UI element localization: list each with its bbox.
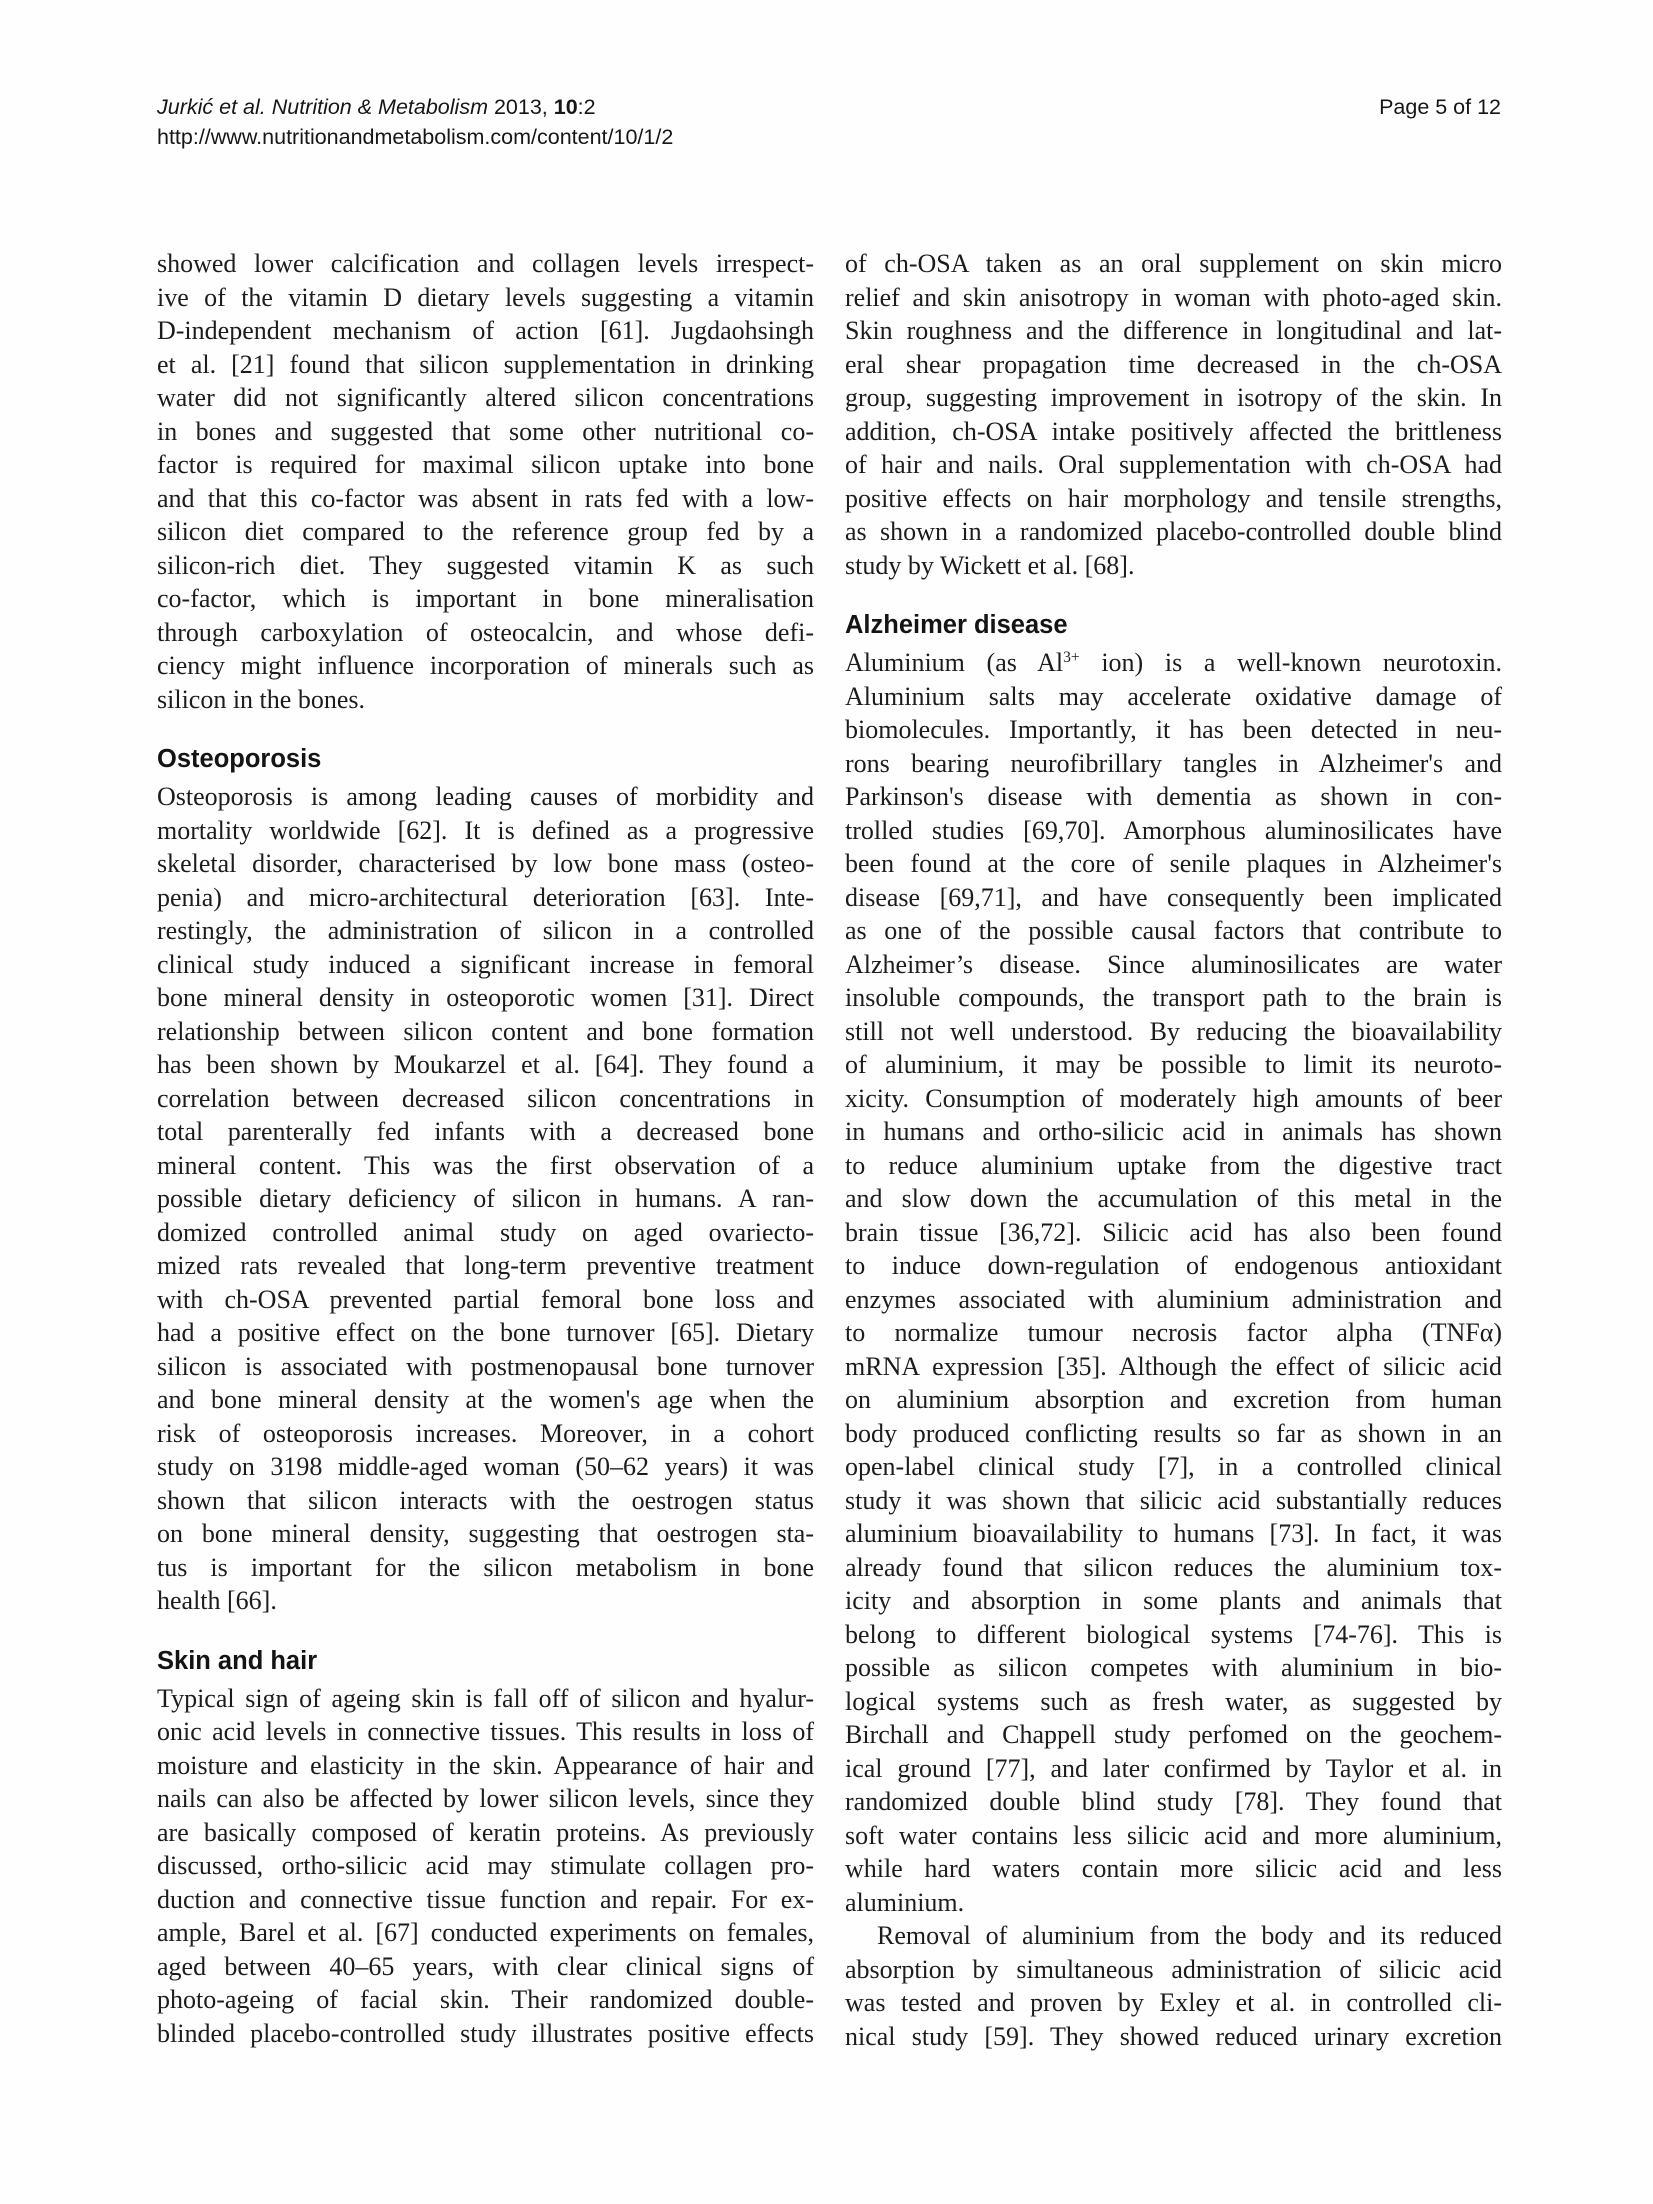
text-line: had a positive effect on the bone turnover [65]. Dietary — [157, 1318, 814, 1347]
text-line: brain tissue [36,72]. Silicic acid has also been found — [845, 1217, 1502, 1247]
text-line: skeletal disorder, characterised by low bone mass (osteo- — [157, 849, 814, 878]
text-line: discussed, ortho-silicic acid may stimulate collagen pro- — [157, 1851, 814, 1880]
text-line: correlation between decreased silicon concentrations in — [157, 1083, 814, 1113]
text-line: randomized double blind study [78]. They found that — [845, 1787, 1502, 1816]
text-line: tus is important for the silicon metabolism in bone — [157, 1552, 814, 1582]
text-line: as one of the possible causal factors that contribute to — [845, 916, 1502, 945]
text-line: mRNA expression [35]. Although the effect of silicic acid — [845, 1351, 1502, 1381]
text-line: study by Wickett et al. [68]. — [845, 550, 1135, 580]
text-line: with ch-OSA prevented partial femoral bone loss and — [157, 1284, 814, 1314]
text-line: as shown in a randomized placebo-controlled double blind — [845, 517, 1502, 546]
text-line: relief and skin anisotropy in woman with photo-aged skin. — [845, 282, 1502, 312]
text-line: to induce down-regulation of endogenous antioxidant — [845, 1251, 1502, 1280]
text-line: soft water contains less silicic acid and more aluminium, — [845, 1820, 1502, 1850]
text-line: aged between 40–65 years, with clear clinical signs of — [157, 1951, 814, 1981]
text-line: still not well understood. By reducing the bioavailability — [845, 1016, 1502, 1046]
page-number: Page 5 of 12 — [1379, 95, 1501, 119]
text-line: aluminium bioavailability to humans [73]. In fact, it was — [845, 1519, 1502, 1548]
text-line: relationship between silicon content and bone formation — [157, 1016, 814, 1046]
text-line: Osteoporosis is among leading causes of morbidity and — [157, 782, 814, 811]
text-line: silicon in the bones. — [157, 684, 365, 714]
paragraph-skin-continuation — [845, 247, 1502, 582]
text-line: silicon-rich diet. They suggested vitamin K as such — [157, 550, 814, 580]
text-line: body produced conflicting results so far as shown in an — [845, 1418, 1502, 1448]
text-line: risk of osteoporosis increases. Moreover, in a cohort — [157, 1418, 814, 1448]
text-line: moisture and elasticity in the skin. Appearance of hair and — [157, 1750, 814, 1780]
text-line: in bones and suggested that some other nutritional co- — [157, 416, 814, 446]
text-line: Removal of aluminium from the body and its reduced — [877, 1921, 1502, 1950]
paragraph-alzheimer — [845, 646, 1502, 1919]
text-line: icity and absorption in some plants and animals that — [845, 1586, 1502, 1615]
text-line: blinded placebo-controlled study illustrates positive effects — [157, 2018, 814, 2048]
text-line: aluminium. — [845, 1887, 965, 1917]
text-line: D-independent mechanism of action [61]. Jugdaohsingh — [157, 316, 814, 345]
text-line: et al. [21] found that silicon supplementation in drinking — [157, 349, 814, 379]
text-line: addition, ch-OSA intake positively affected the brittleness — [845, 416, 1502, 446]
right-column — [845, 247, 1502, 2053]
text-line: ical ground [77], and later confirmed by Taylor et al. in — [845, 1753, 1502, 1783]
text-line: possible as silicon competes with aluminium in bio- — [845, 1653, 1502, 1682]
text-line: Aluminium salts may accelerate oxidative damage of — [845, 681, 1502, 711]
text-line: nical study [59]. They showed reduced urinary excretion — [845, 2021, 1502, 2051]
citation-authors: Jurkić — [157, 95, 220, 119]
text-line: of hair and nails. Oral supplementation with ch-OSA had — [845, 450, 1502, 479]
text-line: duction and connective tissue function and repair. For ex- — [157, 1884, 814, 1914]
text-line: ive of the vitamin D dietary levels suggesting a vitamin — [157, 282, 814, 312]
text-line: biomolecules. Importantly, it has been detected in neu- — [845, 715, 1502, 744]
text-line: absorption by simultaneous administration of silicic acid — [845, 1954, 1502, 1984]
text-line: of aluminium, it may be possible to limit its neuroto- — [845, 1050, 1502, 1079]
header-row — [157, 92, 1501, 122]
text-line: total parenterally fed infants with a decreased bone — [157, 1117, 814, 1146]
text-line: group, suggesting improvement in isotropy of the skin. In — [845, 383, 1502, 412]
text-line: of ch-OSA taken as an oral supplement on skin micro — [845, 249, 1502, 278]
text-line: eral shear propagation time decreased in the ch-OSA — [845, 349, 1502, 379]
text-line: mized rats revealed that long-term preventive treatment — [157, 1251, 814, 1280]
text-line: showed lower calcification and collagen levels irrespect- — [157, 249, 814, 278]
text-line: study it was shown that silicic acid substantially reduces — [845, 1485, 1502, 1515]
left-column — [157, 247, 814, 2050]
section-heading-osteoporosis: Osteoporosis — [157, 745, 322, 773]
citation — [157, 92, 596, 122]
text-line: was tested and proven by Exley et al. in controlled cli- — [845, 1988, 1502, 2017]
text-line: belong to different biological systems [74-76]. This is — [845, 1619, 1502, 1649]
text-line: ample, Barel et al. [67] conducted experiments on females, — [157, 1918, 814, 1947]
text-line: to normalize tumour necrosis factor alpha (TNFα) — [845, 1318, 1502, 1347]
text-line: and slow down the accumulation of this metal in the — [845, 1184, 1502, 1213]
citation-issue: :2 — [577, 95, 596, 119]
citation-year: 2013, — [493, 95, 554, 119]
text-line: in humans and ortho-silicic acid in animals has shown — [845, 1117, 1502, 1146]
text-line: onic acid levels in connective tissues. This results in loss of — [157, 1717, 814, 1746]
citation-volume: 10 — [553, 95, 578, 119]
paragraph-skin-and-hair — [157, 1682, 814, 2051]
section-heading-alzheimer-disease: Alzheimer disease — [845, 611, 1068, 639]
text-line: mortality worldwide [62]. It is defined as a progressive — [157, 815, 814, 845]
text-line: study on 3198 middle-aged woman (50–62 years) it was — [157, 1452, 814, 1481]
text-line: mineral content. This was the first observation of a — [157, 1150, 814, 1180]
citation-journal: et al. Nutrition & Metabolism — [219, 95, 494, 119]
text-line: to reduce aluminium uptake from the digestive tract — [845, 1150, 1502, 1180]
text-line: enzymes associated with aluminium administration and — [845, 1284, 1502, 1314]
text-line: photo-ageing of facial skin. Their randomized double- — [157, 1985, 814, 2014]
text-line: insoluble compounds, the transport path to the brain is — [845, 983, 1502, 1012]
text-line: Parkinson's disease with dementia as shown in con- — [845, 782, 1502, 811]
text-line: domized controlled animal study on aged ovariecto- — [157, 1217, 814, 1247]
text-line: trolled studies [69,70]. Amorphous aluminosilicates have — [845, 815, 1502, 845]
text-line: has been shown by Moukarzel et al. [64]. They found a — [157, 1050, 814, 1079]
text-line: Skin roughness and the difference in longitudinal and lat- — [845, 316, 1502, 345]
text-line: open-label clinical study [7], in a controlled clinical — [845, 1452, 1502, 1481]
text-line: Alzheimer’s disease. Since aluminosilicates are water — [845, 949, 1502, 979]
text-line: silicon is associated with postmenopausal bone turnover — [157, 1351, 814, 1381]
page-header — [157, 92, 1501, 152]
text-line: penia) and micro-architectural deterioration [63]. Inte- — [157, 882, 814, 912]
text-line: are basically composed of keratin proteins. As previously — [157, 1817, 814, 1847]
text-line: silicon diet compared to the reference group fed by a — [157, 517, 814, 546]
paragraph-osteoporosis — [157, 780, 814, 1618]
text-line: on bone mineral density, suggesting that oestrogen sta- — [157, 1519, 814, 1548]
text-line: factor is required for maximal silicon uptake into bone — [157, 450, 814, 479]
text-line: Birchall and Chappell study perfomed on the geochem- — [845, 1720, 1502, 1749]
text-line: water did not significantly altered silicon concentrations — [157, 383, 814, 412]
text-line: on aluminium absorption and excretion from human — [845, 1385, 1502, 1414]
paragraph-aluminium-removal — [845, 1919, 1502, 2053]
text-line: ciency might influence incorporation of minerals such as — [157, 651, 814, 680]
text-line: been found at the core of senile plaques in Alzheimer's — [845, 849, 1502, 878]
text-line: positive effects on hair morphology and tensile strengths, — [845, 483, 1502, 513]
text-line: rons bearing neurofibrillary tangles in Alzheimer's and — [845, 748, 1502, 778]
text-line: restingly, the administration of silicon in a controlled — [157, 916, 814, 945]
section-heading-skin-and-hair: Skin and hair — [157, 1646, 318, 1675]
text-line: shown that silicon interacts with the oestrogen status — [157, 1485, 814, 1515]
superscript: 3+ — [1063, 649, 1080, 667]
text-line: bone mineral density in osteoporotic women [31]. Direct — [157, 983, 814, 1012]
text-line: disease [69,71], and have consequently been implicated — [845, 882, 1502, 912]
paragraph-continuation — [157, 247, 814, 716]
text-line: possible dietary deficiency of silicon in humans. A ran- — [157, 1184, 814, 1213]
text-line: and bone mineral density at the women's age when the — [157, 1385, 814, 1414]
text-line: clinical study induced a significant increase in femoral — [157, 949, 814, 979]
text-line: logical systems such as fresh water, as suggested by — [845, 1686, 1502, 1716]
text-line: Aluminium (as $Al^{3+}$ ion) is a well-known neurotoxin. — [845, 648, 1503, 677]
article-url: http://www.nutritionandmetabolism.com/content/10/1/2 — [157, 125, 674, 149]
text-line: through carboxylation of osteocalcin, and whose defi- — [157, 617, 814, 647]
text-line: nails can also be affected by lower silicon levels, since they — [157, 1784, 814, 1813]
text-line: already found that silicon reduces the aluminium tox- — [845, 1552, 1502, 1582]
text-line: and that this co-factor was absent in rats fed with a low- — [157, 483, 814, 513]
text-line: co-factor, which is important in bone mineralisation — [157, 584, 814, 613]
text-line: Typical sign of ageing skin is fall off of silicon and hyalur- — [157, 1683, 814, 1713]
text-line: xicity. Consumption of moderately high amounts of beer — [845, 1083, 1502, 1113]
text-line: health [66]. — [157, 1586, 277, 1615]
text-line: while hard waters contain more silicic acid and less — [845, 1854, 1502, 1883]
